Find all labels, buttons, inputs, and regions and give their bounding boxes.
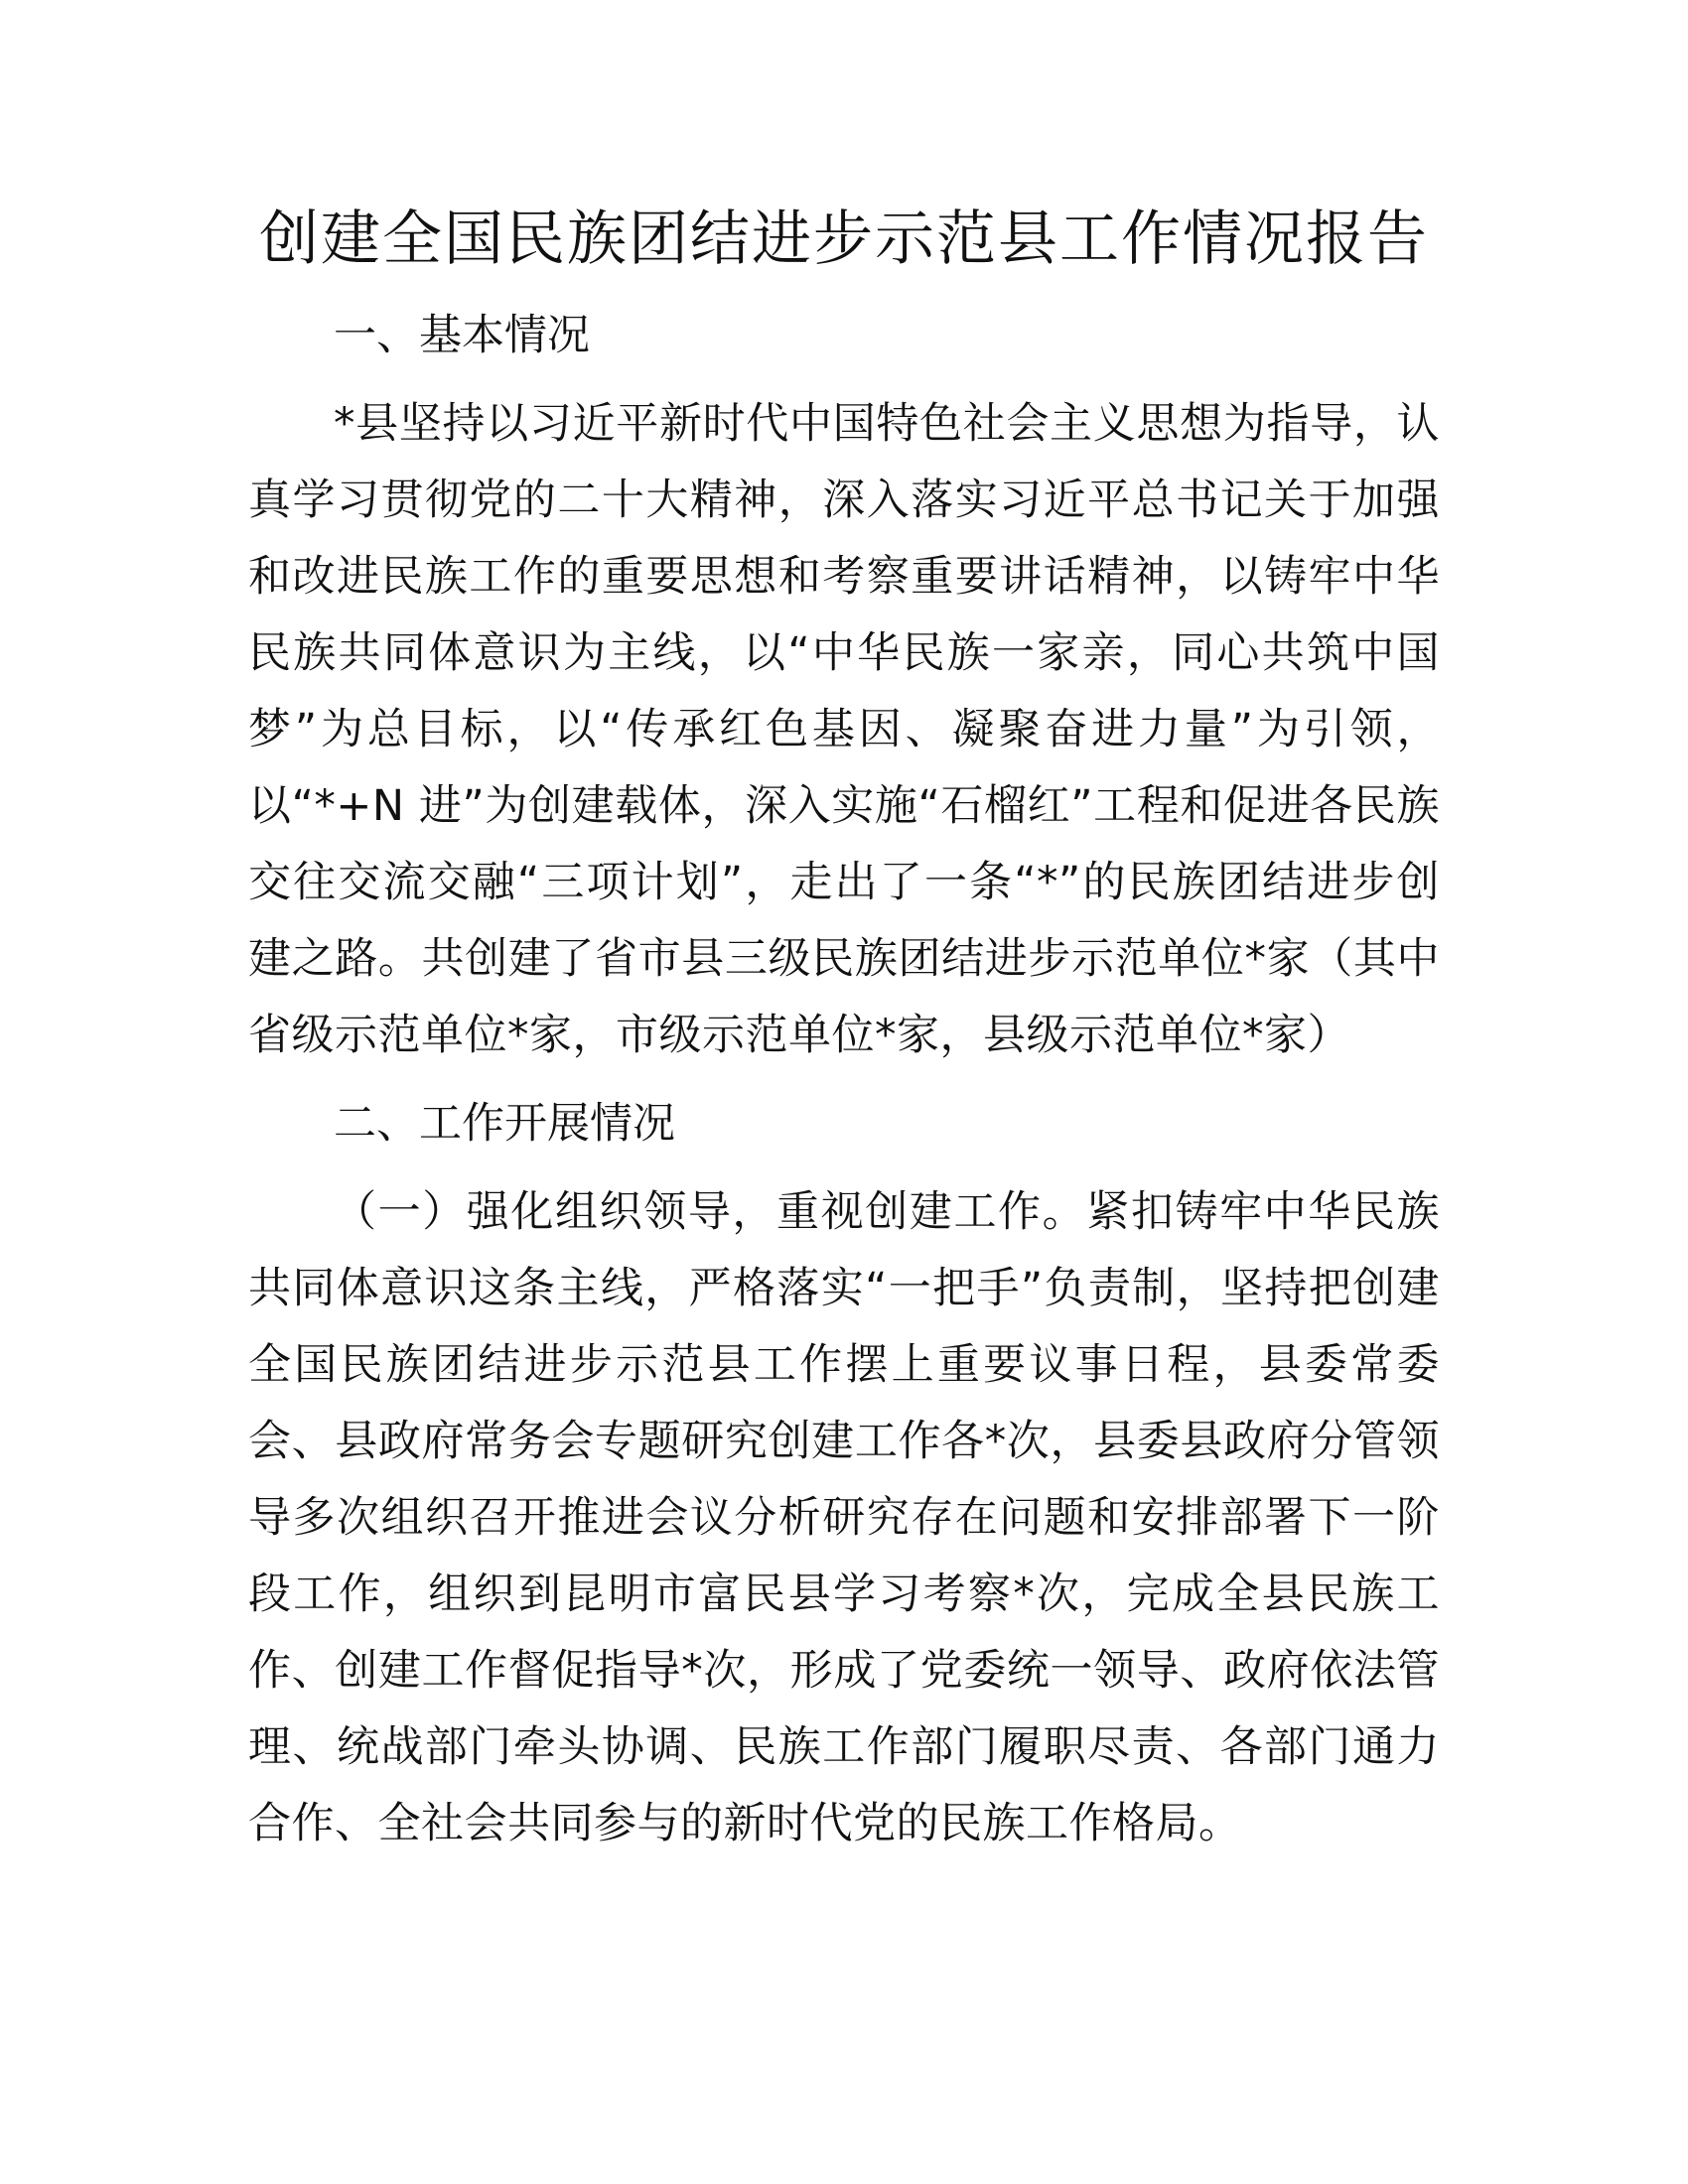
paragraph-basic-situation: *县坚持以习近平新时代中国特色社会主义思想为指导，认真学习贯彻党的二十大精神，深入落实习近平总书记关于加强和改进民族工作的重要思想和考察重要讲话精神，以铸牢中华民族共同体意识为主线，以“中华民族一家亲，同心共筑中国梦”为总目标，以“传承红色基因、凝聚奋进力量”为引领，以“*+N 进”为创建载体，深入实施“石榴红”工程和促进各民族交往交流交融“三项计划”，走出了一条“*”的民族团结进步创建之路。共创建了省市县三级民族团结进步示范单位*家（其中省级示范单位*家，市级示范单位*家，县级示范单位*家） [248,399,1440,1060]
section-heading-basic-situation: 一、基本情况 [334,311,590,360]
document-body [248,298,1440,1874]
paragraph-organization-leadership: （一）强化组织领导，重视创建工作。紧扣铸牢中华民族共同体意识这条主线，严格落实“一把手”负责制，坚持把创建全国民族团结进步示范县工作摆上重要议事日程，县委常委会、县政府常务会专题研究创建工作各*次，县委县政府分管领导多次组织召开推进会议分析研究存在问题和安排部署下一阶段工作，组织到昆明市富民县学习考察*次，完成全县民族工作、创建工作督促指导*次，形成了党委统一领导、政府依法管理、统战部门牵头协调、民族工作部门履职尽责、各部门通力合作、全社会共同参与的新时代党的民族工作格局。 [248,1187,1440,1848]
document-title: 创建全国民族团结进步示范县工作情况报告 [259,205,1429,274]
section-heading-work-progress: 二、工作开展情况 [334,1099,675,1149]
